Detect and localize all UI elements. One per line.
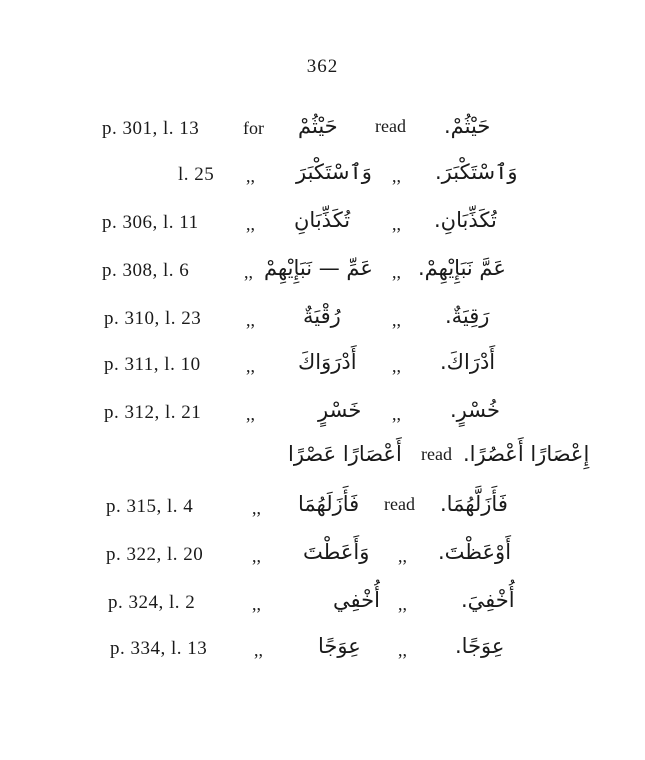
- ditto-mark: ,,: [246, 310, 255, 330]
- reference: p. 306, l. 11: [102, 212, 199, 233]
- wrong-reading: عِوَجًا: [318, 634, 361, 658]
- ditto-mark: ,,: [398, 640, 407, 660]
- reference: p. 315, l. 4: [106, 496, 194, 517]
- wrong-reading: فَأَزَلَهُمَا: [298, 492, 360, 516]
- read-marker: read: [375, 116, 406, 136]
- reference: p. 310, l. 23: [104, 308, 202, 329]
- ditto-mark: ,,: [246, 214, 255, 234]
- errata-row: [0, 110, 645, 150]
- errata-row: [0, 156, 645, 196]
- wrong-reading: خَسْرٍ: [318, 398, 362, 422]
- correct-reading: فَأَزَلَّهُمَا.: [440, 492, 508, 516]
- correct-reading: رَقِيَةٌ.: [445, 304, 490, 328]
- errata-row: [0, 346, 645, 386]
- wrong-reading: وَٱسْتَكْبَرَ: [296, 160, 372, 184]
- ditto-mark: ,,: [392, 214, 401, 234]
- errata-row: [0, 300, 645, 340]
- reference: p. 308, l. 6: [102, 260, 190, 281]
- reference: p. 334, l. 13: [110, 638, 208, 659]
- ditto-mark: ,,: [392, 356, 401, 376]
- ditto-mark: ,,: [254, 640, 263, 660]
- wrong-reading: عَمِّ — نَبَإِيْهِمْ: [264, 256, 373, 280]
- reference: p. 324, l. 2: [108, 592, 196, 613]
- ditto-mark: ,,: [398, 594, 407, 614]
- read-marker: read: [384, 494, 415, 514]
- errata-row: [0, 252, 645, 292]
- wrong-reading: أَعْصَارًا عَصْرًا: [288, 442, 402, 466]
- ditto-mark: ,,: [252, 594, 261, 614]
- wrong-reading: وَأَعَطْتَ: [303, 540, 370, 564]
- ditto-mark: ,,: [398, 546, 407, 566]
- correct-reading: خُسْرٍ.: [450, 398, 500, 422]
- ditto-mark: ,,: [246, 166, 255, 186]
- errata-row: [0, 204, 645, 244]
- errata-row: [0, 630, 645, 670]
- correct-reading: أَدْرَاكَ.: [440, 350, 496, 374]
- reference: p. 312, l. 21: [104, 402, 202, 423]
- correct-reading: حَيْثُمْ.: [444, 114, 491, 138]
- errata-row: [0, 488, 645, 528]
- ditto-mark: ,,: [244, 262, 253, 282]
- wrong-reading: أُخْفِي: [333, 588, 380, 612]
- ditto-mark: ,,: [252, 546, 261, 566]
- correct-reading: وَٱسْتَكْبَرَ.: [435, 160, 518, 184]
- errata-row: [0, 584, 645, 624]
- wrong-reading: تُكَذِّبَانِ: [294, 208, 351, 232]
- ditto-mark: ,,: [392, 310, 401, 330]
- correct-reading: تُكَذِّبَانِ.: [434, 208, 497, 232]
- ditto-mark: ,,: [392, 166, 401, 186]
- correct-reading: عِوَجًا.: [455, 634, 505, 658]
- ditto-mark: ,,: [392, 262, 401, 282]
- ditto-mark: ,,: [252, 498, 261, 518]
- correct-reading: أَوْعَظْتَ.: [438, 540, 512, 564]
- ditto-mark: ,,: [246, 404, 255, 424]
- ditto-mark: ,,: [392, 404, 401, 424]
- reference: p. 322, l. 20: [106, 544, 204, 565]
- read-marker: read: [421, 444, 452, 464]
- errata-row: [0, 536, 645, 576]
- correct-reading: عَمَّ نَبَإِيْهِمْ.: [418, 256, 506, 280]
- for-marker: for: [243, 118, 264, 138]
- reference: p. 311, l. 10: [104, 354, 201, 375]
- errata-row: [0, 394, 645, 434]
- wrong-reading: رُقْيَةٌ: [303, 304, 341, 328]
- reference: p. 301, l. 13: [102, 118, 200, 139]
- correct-reading: أُخْفِيَ.: [461, 588, 515, 612]
- wrong-reading: أَدْرَوَاكَ: [298, 350, 357, 374]
- correct-reading: إِعْصَارًا أَعْصُرًا.: [463, 442, 590, 466]
- page-number: 362: [306, 56, 339, 77]
- ditto-mark: ,,: [246, 356, 255, 376]
- wrong-reading: حَيْثُمْ: [298, 114, 338, 138]
- reference: l. 25: [178, 164, 215, 185]
- errata-row: [0, 438, 645, 478]
